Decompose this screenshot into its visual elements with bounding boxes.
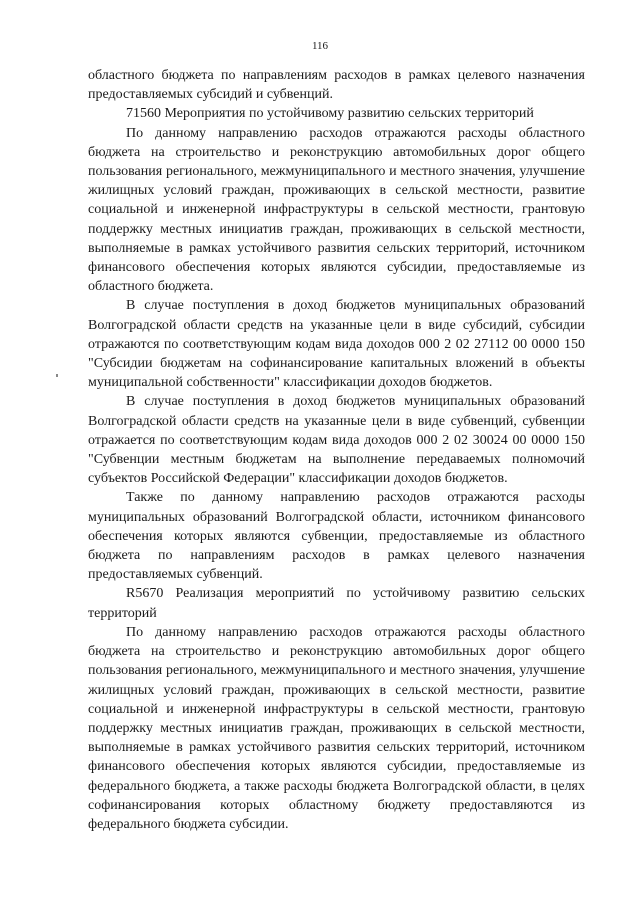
margin-mark	[56, 374, 58, 377]
section-heading-r5670: R5670 Реализация мероприятий по устойчивому развитию сельских территорий	[88, 586, 585, 621]
paragraph-continuation: областного бюджета по направлениям расходов в рамках целевого назначения предоставляемых субсидий и субвенций.	[88, 68, 585, 103]
paragraph: По данному направлению расходов отражаются расходы областного бюджета на строительство и реконструкцию автомобильных дорог общего пользования регионального, межмуниципального и местного значения, улучшение жилищных условий граждан, проживающих в сельской местности, развитие социальной и инженерной инфраструктуры в сельской местности, грантовую поддержку местных инициатив граждан, проживающих в сельской местности, выполняемые в рамках устойчивого развития сельских территорий, источником финансового обеспечения которых являются субсидии, предоставляемые из областного бюджета.	[88, 125, 585, 295]
paragraph: В случае поступления в доход бюджетов муниципальных образований Волгоградской области средств на указанные цели в виде субвенций, субвенции отражается по соответствующим кодам вида доходов 000 2 02 30024 00 0000 150 "Субвенции местным бюджетам на выполнение передаваемых полномочий субъектов Российской Федерации" классификации доходов бюджетов.	[88, 394, 585, 487]
paragraph: В случае поступления в доход бюджетов муниципальных образований Волгоградской области средств на указанные цели в виде субсидий, субсидии отражаются по соответствующим кодам вида доходов 000 2 02 27112 00 0000 150 "Субсидии бюджетам на софинансирование капитальных вложений в объекты муниципальной собственности" классификации доходов бюджетов.	[88, 298, 585, 391]
section-heading-71560: 71560 Мероприятия по устойчивому развитию сельских территорий	[126, 106, 534, 122]
document-body	[88, 66, 585, 834]
page-number: 116	[311, 40, 329, 52]
paragraph: Также по данному направлению расходов отражаются расходы муниципальных образований Волгоградской области, источником финансового обеспечения которых являются субвенции, предоставляемые из областного бюджета по направлениям расходов в рамках целевого назначения предоставляемых субвенций.	[88, 490, 585, 583]
paragraph: По данному направлению расходов отражаются расходы областного бюджета на строительство и реконструкцию автомобильных дорог общего пользования регионального, межмуниципального и местного значения, улучшение жилищных условий граждан, проживающих в сельской местности, развитие социальной и инженерной инфраструктуры в сельской местности, грантовую поддержку местных инициатив граждан, проживающих в сельской местности, выполняемые в рамках устойчивого развития сельских территорий, источником финансового обеспечения которых являются субсидии, предоставляемые из федерального бюджета, а также расходы бюджета Волгоградской области, в целях софинансирования которых областному бюджету предоставляются из федерального бюджета субсидии.	[88, 624, 585, 832]
